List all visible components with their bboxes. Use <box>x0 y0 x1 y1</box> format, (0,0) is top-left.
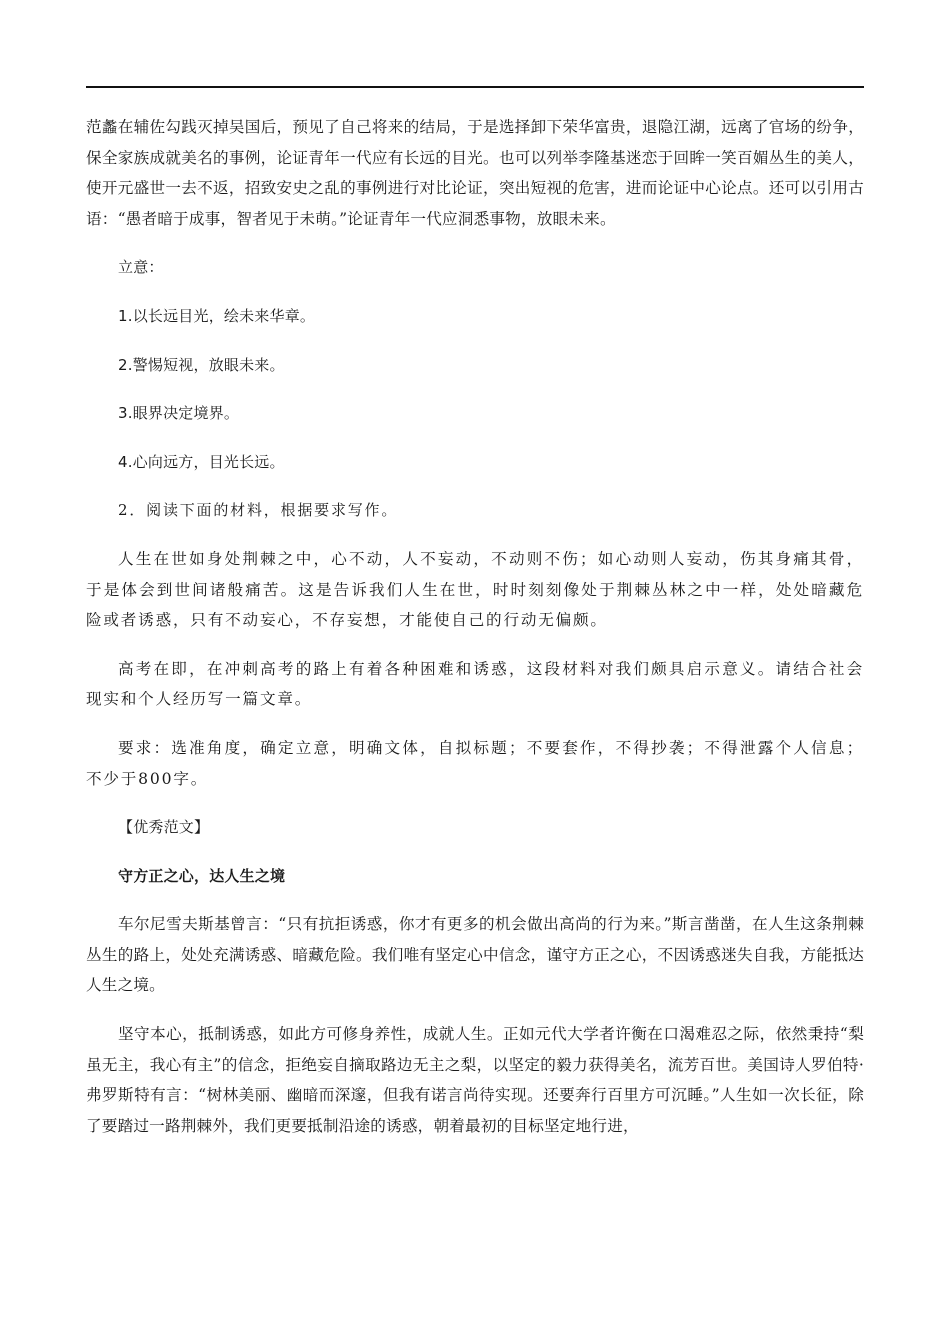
paragraph-task: 高考在即，在冲刺高考的路上有着各种困难和诱惑，这段材料对我们颇具启示意义。请结合社会现实和个人经历写一篇文章。 <box>86 659 864 709</box>
liyi-label: 立意： <box>118 258 164 277</box>
paragraph-requirements: 要求：选准角度，确定立意，明确文体，自拟标题；不要套作，不得抄袭；不得泄露个人信息；不少于800字。 <box>86 738 864 788</box>
paragraph-material: 人生在世如身处荆棘之中，心不动，人不妄动，不动则不伤；如心动则人妄动，伤其身痛其骨，于是体会到世间诸般痛苦。这是告诉我们人生在世，时时刻刻像处于荆棘丛林之中一样，处处暗藏危险或者诱惑，只有不动妄心，不存妄想，才能使自己的行动无偏颇。 <box>86 549 864 630</box>
essay-paragraph-2: 坚守本心，抵制诱惑，如此方可修身养性，成就人生。正如元代大学者许衡在口渴难忍之际，依然秉持“梨虽无主，我心有主”的信念，拒绝妄自摘取路边无主之梨，以坚定的毅力获得美名，流芳百世。美国诗人罗伯特·弗罗斯特有言：“树林美丽、幽暗而深邃，但我有诺言尚待实现。还要奔行百里方可沉睡。”人生如一次长征，除了要踏过一路荆棘外，我们更要抵制沿途的诱惑，朝着最初的目标坚定地行进， <box>86 1025 864 1135</box>
essay-paragraph-1: 车尔尼雪夫斯基曾言：“只有抗拒诱惑，你才有更多的机会做出高尚的行为来。”斯言凿凿，在人生这条荆棘丛生的路上，处处充满诱惑、暗藏危险。我们唯有坚定心中信念，谨守方正之心，不因诱惑迷失自我，方能抵达人生之境。 <box>86 915 864 995</box>
question-2-heading: 2．阅读下面的材料，根据要求写作。 <box>118 501 399 520</box>
paragraph-argument-examples: 范蠡在辅佐勾践灭掉吴国后，预见了自己将来的结局，于是选择卸下荣华富贵，退隐江湖，远离了官场的纷争，保全家族成就美名的事例，论证青年一代应有长远的目光。也可以列举李隆基迷恋于回眸一笑百媚丛生的美人，使开元盛世一去不返，招致安史之乱的事例进行对比论证，突出短视的危害，进而论证中心论点。还可以引用古语：“愚者暗于成事，智者见于未萌。”论证青年一代应洞悉事物，放眼未来。 <box>86 118 864 228</box>
essay-title: 守方正之心，达人生之境 <box>118 866 286 885</box>
header-rule-divider <box>86 86 864 88</box>
sample-essay-label: 【优秀范文】 <box>118 818 210 837</box>
liyi-item-3: 3.眼界决定境界。 <box>118 404 240 423</box>
liyi-item-1: 1.以长远目光，绘未来华章。 <box>118 306 316 325</box>
liyi-item-2: 2.警惕短视，放眼未来。 <box>118 355 285 374</box>
liyi-item-4: 4.心向远方，目光长远。 <box>118 452 285 471</box>
document-content <box>86 112 864 1159</box>
